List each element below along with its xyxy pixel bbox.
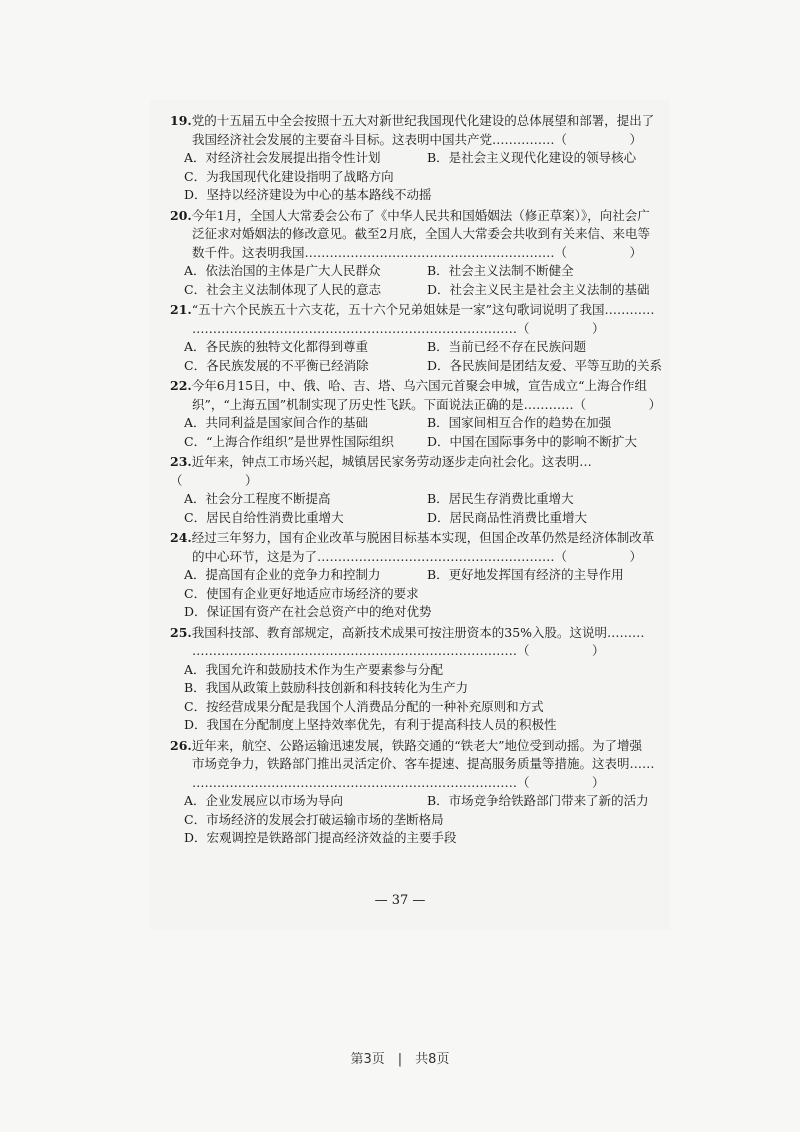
question-stem-line bbox=[170, 529, 670, 548]
answer-options bbox=[170, 149, 670, 205]
answer-option: C．使国有企业更好地适应市场经济的要求 bbox=[184, 585, 419, 601]
question-stem-line bbox=[170, 737, 670, 756]
question-23 bbox=[170, 453, 670, 527]
question-list bbox=[170, 112, 670, 850]
question-21 bbox=[170, 301, 670, 375]
answer-options bbox=[170, 792, 670, 848]
answer-options bbox=[170, 414, 670, 451]
option-row bbox=[184, 433, 670, 452]
answer-option: A．企业发展应以市场为导向 bbox=[184, 793, 344, 808]
answer-option: D．我国在分配制度上坚持效率优先，有利于提高科技人员的积极性 bbox=[184, 717, 557, 732]
question-text: 今年1月，全国人大常委会公布了《中华人民共和国婚姻法（修正草案）》，向社会广 bbox=[191, 207, 650, 223]
answer-option: B．国家间相互合作的趋势在加强 bbox=[427, 415, 612, 430]
question-number: 25. bbox=[170, 624, 192, 640]
page-number: — 37 — bbox=[374, 893, 426, 908]
question-stem-line: 泛征求对婚姻法的修改意见。截至2月底，全国人大常委会共收到有关来信、来电等 bbox=[192, 226, 650, 241]
answer-option: D．坚持以经济建设为中心的基本路线不动摇 bbox=[184, 187, 432, 202]
answer-option: A．各民族的独特文化都得到尊重 bbox=[184, 339, 369, 354]
answer-option: A．依法治国的主体是广大人民群众 bbox=[184, 263, 381, 278]
answer-option: C．市场经济的发展会打破运输市场的垄断格局 bbox=[184, 811, 444, 827]
answer-option: D．居民商品性消费比重增大 bbox=[427, 509, 588, 525]
option-row bbox=[184, 281, 670, 300]
answer-option: B．当前已经不存在民族问题 bbox=[427, 339, 587, 354]
answer-option: C．各民族发展的不平衡已经消除 bbox=[184, 357, 369, 373]
answer-option: D．宏观调控是铁路部门提高经济效益的主要手段 bbox=[184, 830, 457, 845]
question-stem-line: 市场竞争力，铁路部门推出灵活定价、客车提速、提高服务质量等措施。这表明…… bbox=[192, 756, 655, 771]
option-row bbox=[184, 792, 670, 811]
answer-option: A．社会分工程度不断提高 bbox=[184, 491, 331, 506]
answer-option: C．按经营成果分配是我国个人消费品分配的一种补充原则和方式 bbox=[184, 698, 544, 714]
question-stem-line: 的中心环节，这是为了…………………………………………………（ ） bbox=[192, 548, 643, 564]
question-text: 近年来，航空、公路运输迅速发展，铁路交通的“铁老大”地位受到动摇。为了增强 bbox=[191, 737, 643, 753]
question-stem-line: ……………………………………………………………………（ ） bbox=[192, 643, 605, 658]
answer-option: C．为我国现代化建设指明了战略方向 bbox=[184, 168, 394, 184]
question-22 bbox=[170, 377, 670, 451]
answer-option: B．市场竞争给铁路部门带来了新的活力 bbox=[427, 793, 649, 808]
question-text: “五十六个民族五十六支花，五十六个兄弟姐妹是一家”这句歌词说明了我国………… bbox=[191, 302, 655, 317]
answer-options bbox=[170, 661, 670, 735]
question-number: 21. bbox=[170, 302, 192, 317]
option-row bbox=[184, 509, 670, 528]
option-row bbox=[184, 149, 670, 168]
question-stem-line bbox=[170, 624, 670, 643]
question-stem-line: ……………………………………………………………………（ ） bbox=[192, 774, 605, 790]
question-26 bbox=[170, 737, 670, 848]
option-row bbox=[184, 357, 670, 376]
answer-options bbox=[170, 338, 670, 375]
answer-option: A．共同利益是国家间合作的基础 bbox=[184, 415, 369, 430]
question-24 bbox=[170, 529, 670, 622]
question-stem-line bbox=[170, 112, 670, 131]
answer-option: B．是社会主义现代化建设的领导核心 bbox=[427, 150, 637, 165]
answer-option: C．居民自给性消费比重增大 bbox=[184, 509, 344, 525]
question-stem-line: 数千件。这表明我国……………………………………………………（ ） bbox=[192, 244, 643, 260]
question-25 bbox=[170, 624, 670, 735]
question-stem-line bbox=[170, 377, 670, 396]
answer-options bbox=[170, 566, 670, 622]
answer-option: B．更好地发挥国有经济的主导作用 bbox=[427, 567, 624, 582]
question-stem-line: ……………………………………………………………………（ ） bbox=[192, 320, 605, 336]
question-number: 23. bbox=[170, 454, 192, 469]
answer-option: A．我国允许和鼓励技术作为生产要素参与分配 bbox=[184, 661, 444, 677]
answer-option: D．社会主义民主是社会主义法制的基础 bbox=[427, 281, 650, 297]
answer-option: A．提高国有企业的竞争力和控制力 bbox=[184, 567, 381, 582]
option-row bbox=[184, 566, 670, 585]
answer-option: B．居民生存消费比重增大 bbox=[427, 491, 574, 506]
answer-option: C．“上海合作组织”是世界性国际组织 bbox=[184, 433, 394, 449]
answer-options bbox=[170, 490, 670, 527]
answer-options bbox=[170, 262, 670, 299]
question-20 bbox=[170, 207, 670, 300]
question-stem-line bbox=[170, 453, 670, 490]
question-number: 22. bbox=[170, 378, 192, 393]
option-row bbox=[184, 262, 670, 281]
page-footer: 第3页 | 共8页 bbox=[350, 1052, 450, 1067]
question-text: 近年来，钟点工市场兴起，城镇居民家务劳动逐步走向社会化。这表明…（ ） bbox=[170, 454, 592, 488]
question-number: 19. bbox=[170, 113, 192, 128]
question-text: 今年6月15日，中、俄、哈、吉、塔、乌六国元首聚会申城，宣告成立“上海合作组 bbox=[191, 378, 648, 393]
question-stem-line: 织”，“上海五国”机制实现了历史性飞跃。下面说法正确的是…………（ ） bbox=[192, 396, 662, 412]
answer-option: B．我国从政策上鼓励科技创新和科技转化为生产力 bbox=[184, 680, 469, 695]
option-row bbox=[184, 490, 670, 509]
question-text: 我国科技部、教育部规定，高新技术成果可按注册资本的35%入股。这说明……… bbox=[191, 624, 645, 640]
answer-option: D．保证国有资产在社会总资产中的绝对优势 bbox=[184, 604, 432, 619]
question-stem-line: 我国经济社会发展的主要奋斗目标。这表明中国共产党……………（ ） bbox=[192, 131, 643, 147]
answer-option: D．各民族间是团结友爱、平等互助的关系 bbox=[427, 357, 663, 373]
question-19 bbox=[170, 112, 670, 205]
question-text: 经过三年努力，国有企业改革与脱困目标基本实现，但国企改革仍然是经济体制改革 bbox=[191, 530, 655, 545]
question-number: 26. bbox=[170, 737, 192, 753]
question-text: 党的十五届五中全会按照十五大对新世纪我国现代化建设的总体展望和部署，提出了 bbox=[191, 113, 655, 128]
answer-option: B．社会主义法制不断健全 bbox=[427, 263, 574, 278]
question-number: 24. bbox=[170, 530, 192, 545]
question-number: 20. bbox=[170, 207, 192, 223]
answer-option: D．中国在国际事务中的影响不断扩大 bbox=[427, 433, 638, 449]
option-row bbox=[184, 414, 670, 433]
question-stem-line bbox=[170, 207, 670, 226]
answer-option: A．对经济社会发展提出指令性计划 bbox=[184, 150, 381, 165]
question-stem-line bbox=[170, 301, 670, 320]
option-row bbox=[184, 338, 670, 357]
answer-option: C．社会主义法制体现了人民的意志 bbox=[184, 281, 382, 297]
